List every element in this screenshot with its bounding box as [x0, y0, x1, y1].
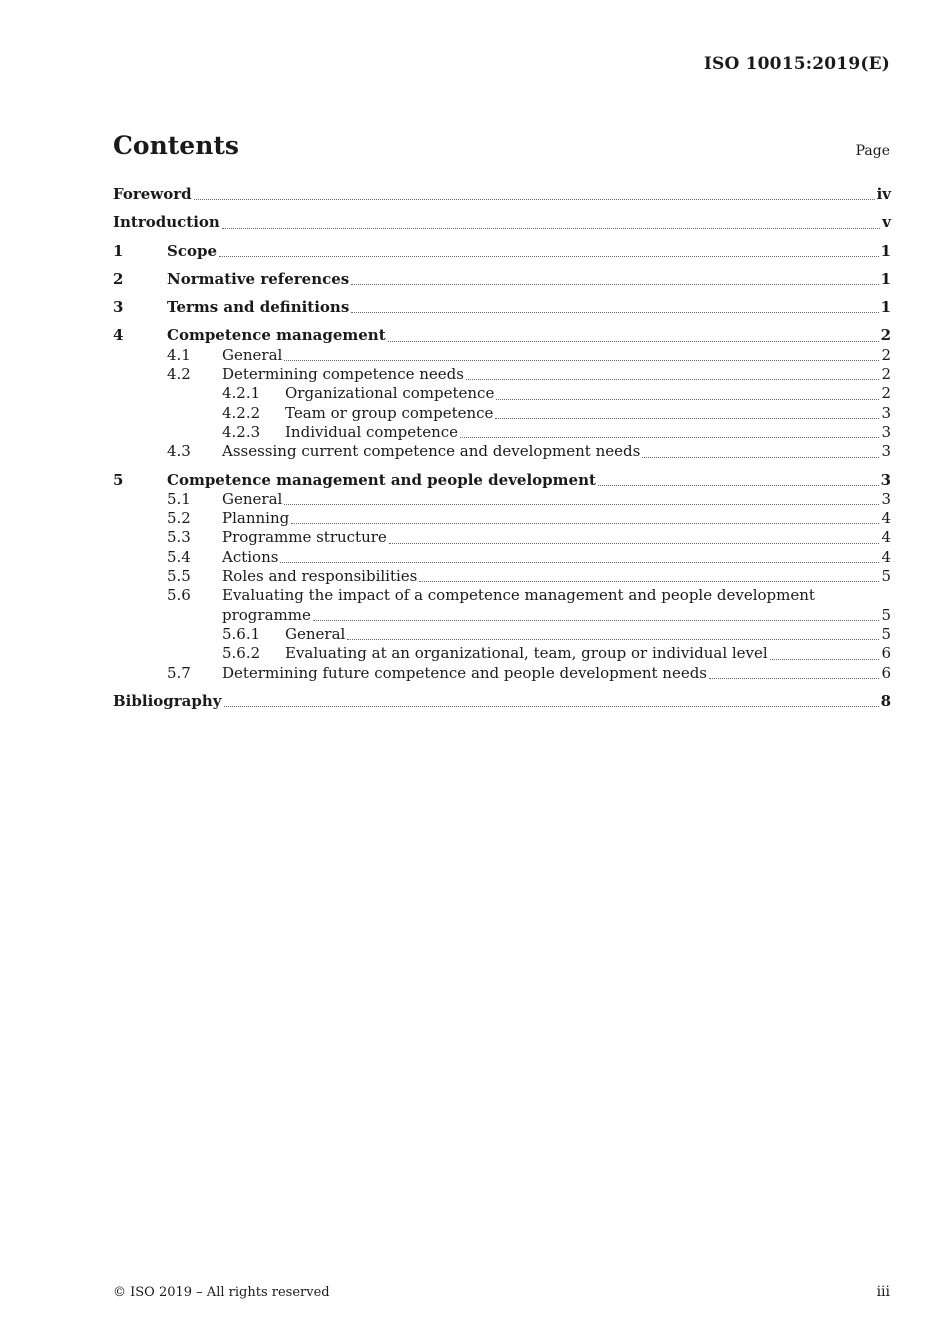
toc-entry[interactable] — [113, 242, 891, 261]
toc-entry[interactable] — [113, 185, 891, 204]
toc-entry-body — [113, 213, 891, 232]
dot-leader — [460, 436, 879, 438]
toc-entry-title: Determining competence needs — [222, 365, 464, 384]
toc-entry-number: 5.1 — [167, 489, 191, 508]
toc-entry[interactable] — [113, 270, 891, 289]
toc-entry[interactable] — [113, 346, 891, 365]
toc-entry[interactable] — [113, 404, 891, 423]
toc-entry-body — [222, 548, 891, 567]
dot-leader — [347, 638, 879, 640]
toc-entry-number: 4.2.1 — [222, 384, 261, 403]
toc-entry-number: 4.2.3 — [222, 422, 261, 441]
dot-leader — [419, 580, 879, 582]
toc-entry[interactable] — [113, 442, 891, 461]
dot-leader — [388, 340, 879, 342]
toc-entry-number: 4.1 — [167, 345, 191, 364]
toc-entry-line2 — [222, 606, 891, 625]
toc-entry-title: Roles and responsibilities — [222, 567, 418, 586]
toc-entry-body — [222, 490, 891, 509]
table-of-contents — [113, 185, 891, 711]
toc-entry-title: General — [222, 489, 283, 508]
dot-leader — [709, 677, 879, 679]
dot-leader — [222, 227, 880, 229]
dot-leader — [280, 561, 879, 563]
toc-entry-number: 3 — [113, 298, 124, 317]
toc-entry-number: 4.2.2 — [222, 403, 261, 422]
toc-entry-page: 1 — [880, 241, 891, 260]
toc-entry[interactable] — [113, 509, 891, 528]
dot-leader — [194, 198, 875, 200]
toc-entry-title: Organizational competence — [285, 384, 495, 403]
toc-entry-number: 5.3 — [167, 528, 191, 547]
toc-entry[interactable] — [113, 664, 891, 683]
toc-entry-body — [285, 384, 891, 403]
dot-leader — [351, 311, 878, 313]
toc-entry[interactable] — [113, 384, 891, 403]
footer-copyright: © ISO 2019 – All rights reserved — [113, 1285, 330, 1300]
toc-entry-body — [167, 471, 891, 490]
toc-entry-number: 5.6.2 — [222, 644, 261, 663]
toc-entry-body — [222, 365, 891, 384]
toc-entry-page: 3 — [880, 470, 891, 489]
toc-entry-number: 5.7 — [167, 663, 191, 682]
toc-entry-body — [222, 442, 891, 461]
toc-entry-page: 2 — [881, 384, 891, 403]
toc-entry-body — [222, 509, 891, 528]
toc-entry-title: Introduction — [113, 213, 220, 232]
toc-entry[interactable] — [113, 423, 891, 442]
toc-entry-body — [113, 692, 891, 711]
toc-entry-title: Determining future competence and people development needs — [222, 663, 708, 682]
toc-entry[interactable] — [113, 586, 891, 625]
toc-entry-title: Normative references — [167, 269, 350, 288]
page-column-label: Page — [855, 143, 890, 159]
toc-entry-page: 1 — [880, 269, 891, 288]
toc-entry[interactable] — [113, 326, 891, 345]
toc-entry-page: 4 — [881, 547, 891, 566]
toc-entry-page: 3 — [881, 403, 891, 422]
toc-entry-page: 4 — [881, 509, 891, 528]
dot-leader — [598, 484, 879, 486]
dot-leader — [219, 255, 879, 257]
dot-leader — [284, 359, 879, 361]
toc-entry-body — [113, 185, 891, 204]
toc-entry[interactable] — [113, 692, 891, 711]
toc-entry-page: 3 — [881, 442, 891, 461]
toc-entry-page: 2 — [880, 326, 891, 345]
toc-entry-number: 5.6.1 — [222, 624, 261, 643]
toc-entry[interactable] — [113, 548, 891, 567]
toc-entry-title: Terms and definitions — [167, 298, 350, 317]
dot-leader — [351, 283, 878, 285]
toc-entry-body — [222, 346, 891, 365]
toc-entry-page: v — [882, 213, 891, 232]
toc-entry-page: 2 — [881, 365, 891, 384]
toc-entry-body — [167, 242, 891, 261]
dot-leader — [224, 705, 879, 707]
toc-entry-number: 5.6 — [167, 586, 191, 605]
toc-entry-title: Individual competence — [285, 422, 459, 441]
dot-leader — [284, 503, 879, 505]
toc-entry[interactable] — [113, 567, 891, 586]
toc-entry-title: Competence management and people development — [167, 470, 596, 489]
toc-entry-body — [222, 567, 891, 586]
toc-entry-body — [167, 326, 891, 345]
toc-entry-number: 1 — [113, 241, 124, 260]
toc-entry-title: Assessing current competence and development needs — [222, 442, 641, 461]
toc-entry[interactable] — [113, 528, 891, 547]
toc-entry-title: Competence management — [167, 326, 386, 345]
dot-leader — [495, 417, 879, 419]
dot-leader — [389, 542, 880, 544]
toc-entry-number: 2 — [113, 269, 124, 288]
toc-entry-title: General — [222, 345, 283, 364]
toc-entry-page: 3 — [881, 489, 891, 508]
toc-entry-number: 4.2 — [167, 365, 191, 384]
dot-leader — [291, 522, 879, 524]
toc-entry-page: 3 — [881, 422, 891, 441]
toc-entry-title: Actions — [222, 547, 279, 566]
toc-entry-body — [285, 404, 891, 423]
toc-entry[interactable] — [113, 298, 891, 317]
toc-entry-title: Programme structure — [222, 528, 387, 547]
toc-entry[interactable] — [113, 644, 891, 663]
toc-entry[interactable] — [113, 625, 891, 644]
toc-entry-page: 1 — [880, 298, 891, 317]
toc-entry-title: Evaluating the impact of a competence management and people development — [222, 586, 815, 605]
toc-entry[interactable] — [113, 471, 891, 490]
toc-entry-page: 2 — [881, 345, 891, 364]
toc-entry-body — [285, 423, 891, 442]
toc-entry-page: 5 — [881, 567, 891, 586]
toc-entry-number: 5.5 — [167, 567, 191, 586]
toc-entry-number: 5.2 — [167, 509, 191, 528]
dot-leader — [642, 456, 879, 458]
toc-entry-body — [167, 298, 891, 317]
toc-entry-title-continued: programme — [222, 605, 311, 624]
toc-entry-title: Planning — [222, 509, 290, 528]
toc-entry-number: 5 — [113, 470, 124, 489]
toc-entry-page: 6 — [881, 663, 891, 682]
toc-entry-title: Scope — [167, 241, 218, 260]
toc-entry[interactable] — [113, 490, 891, 509]
contents-heading: Contents — [113, 131, 240, 160]
toc-entry-page: 5 — [881, 624, 891, 643]
toc-entry[interactable] — [113, 213, 891, 232]
toc-entry-page: 8 — [880, 691, 891, 710]
dot-leader — [313, 619, 880, 621]
dot-leader — [770, 658, 880, 660]
toc-entry-title: Team or group competence — [285, 403, 494, 422]
toc-entry-title: Foreword — [113, 185, 192, 203]
toc-entry-title: General — [285, 624, 346, 643]
toc-entry-body — [285, 644, 891, 663]
document-id: ISO 10015:2019(E) — [703, 54, 890, 74]
toc-entry-title: Bibliography — [113, 691, 222, 710]
toc-entry-page: iv — [876, 185, 891, 203]
dot-leader — [496, 398, 879, 400]
toc-entry-number: 4.3 — [167, 442, 191, 461]
toc-entry-body — [285, 625, 891, 644]
footer-page-number: iii — [876, 1284, 890, 1300]
dot-leader — [466, 378, 880, 380]
toc-entry-body — [222, 586, 891, 625]
toc-entry-body — [222, 528, 891, 547]
toc-entry-number: 5.4 — [167, 547, 191, 566]
toc-entry-body — [167, 270, 891, 289]
toc-entry-page: 6 — [881, 644, 891, 663]
toc-entry-page: 5 — [881, 605, 891, 624]
toc-entry-number: 4 — [113, 326, 124, 345]
toc-entry-page: 4 — [881, 528, 891, 547]
toc-entry[interactable] — [113, 365, 891, 384]
toc-entry-title: Evaluating at an organizational, team, group or individual level — [285, 644, 768, 663]
toc-entry-body — [222, 664, 891, 683]
